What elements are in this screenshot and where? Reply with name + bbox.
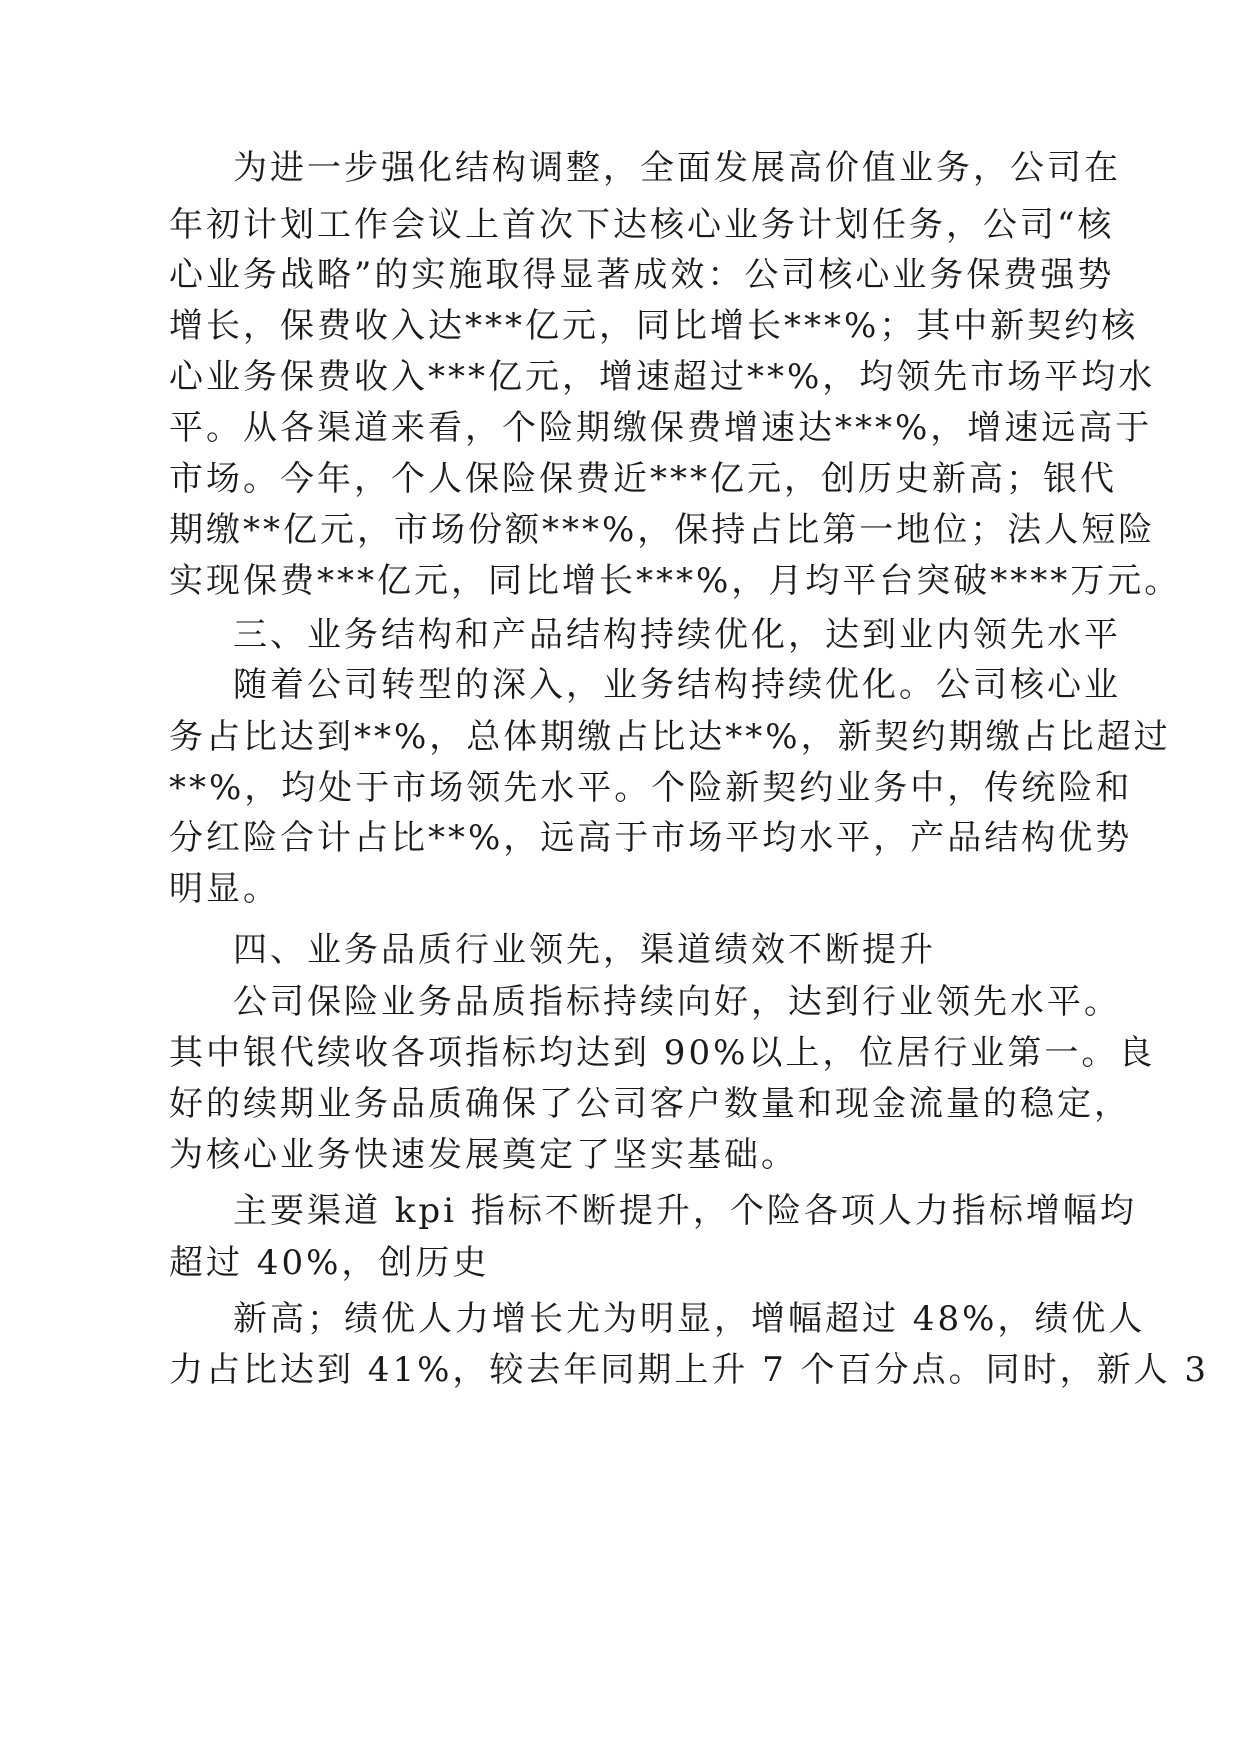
section-heading: 三、业务结构和产品结构持续优化，达到业内领先水平 xyxy=(233,615,1121,655)
body-line: 随着公司转型的深入，业务结构持续优化。公司核心业 xyxy=(233,665,1121,705)
body-line: 增长，保费收入达***亿元，同比增长***%；其中新契约核 xyxy=(169,306,1139,346)
body-line: 市场。今年，个人保险保费近***亿元，创历史新高；银代 xyxy=(169,459,1117,499)
body-line: **%，均处于市场领先水平。个险新契约业务中，传统险和 xyxy=(169,768,1133,808)
body-line: 心业务保费收入***亿元，增速超过**%，均领先市场平均水 xyxy=(169,357,1156,397)
body-line: 新高；绩优人力增长尤为明显，增幅超过 48%，绩优人 xyxy=(233,1299,1146,1339)
body-line: 年初计划工作会议上首次下达核心业务计划任务，公司“核 xyxy=(169,205,1115,245)
body-line: 明显。 xyxy=(169,869,280,909)
body-line: 力占比达到 41%，较去年同期上升 7 个百分点。同时，新人 3 xyxy=(169,1350,1210,1390)
body-line: 心业务战略”的实施取得显著成效：公司核心业务保费强势 xyxy=(169,255,1115,295)
body-line: 分红险合计占比**%，远高于市场平均水平，产品结构优势 xyxy=(169,818,1133,858)
body-line: 主要渠道 kpi 指标不断提升，个险各项人力指标增幅均 xyxy=(233,1191,1137,1231)
body-line: 公司保险业务品质指标持续向好，达到行业领先水平。 xyxy=(233,982,1121,1022)
body-line: 为进一步强化结构调整，全面发展高价值业务，公司在 xyxy=(233,148,1121,188)
body-line: 期缴**亿元，市场份额***%，保持占比第一地位；法人短险 xyxy=(169,510,1156,550)
body-line: 好的续期业务品质确保了公司客户数量和现金流量的稳定， xyxy=(169,1084,1131,1124)
body-line: 平。从各渠道来看，个险期缴保费增速达***%，增速远高于 xyxy=(169,408,1153,448)
body-line: 超过 40%，创历史 xyxy=(169,1243,490,1283)
section-heading: 四、业务品质行业领先，渠道绩效不断提升 xyxy=(233,930,936,970)
body-line: 务占比达到**%，总体期缴占比达**%，新契约期缴占比超过 xyxy=(169,717,1171,757)
body-line: 为核心业务快速发展奠定了坚实基础。 xyxy=(169,1135,798,1175)
body-line: 其中银代续收各项指标均达到 90%以上，位居行业第一。良 xyxy=(169,1033,1156,1073)
body-line: 实现保费***亿元，同比增长***%，月均平台突破****万元。 xyxy=(169,561,1182,601)
